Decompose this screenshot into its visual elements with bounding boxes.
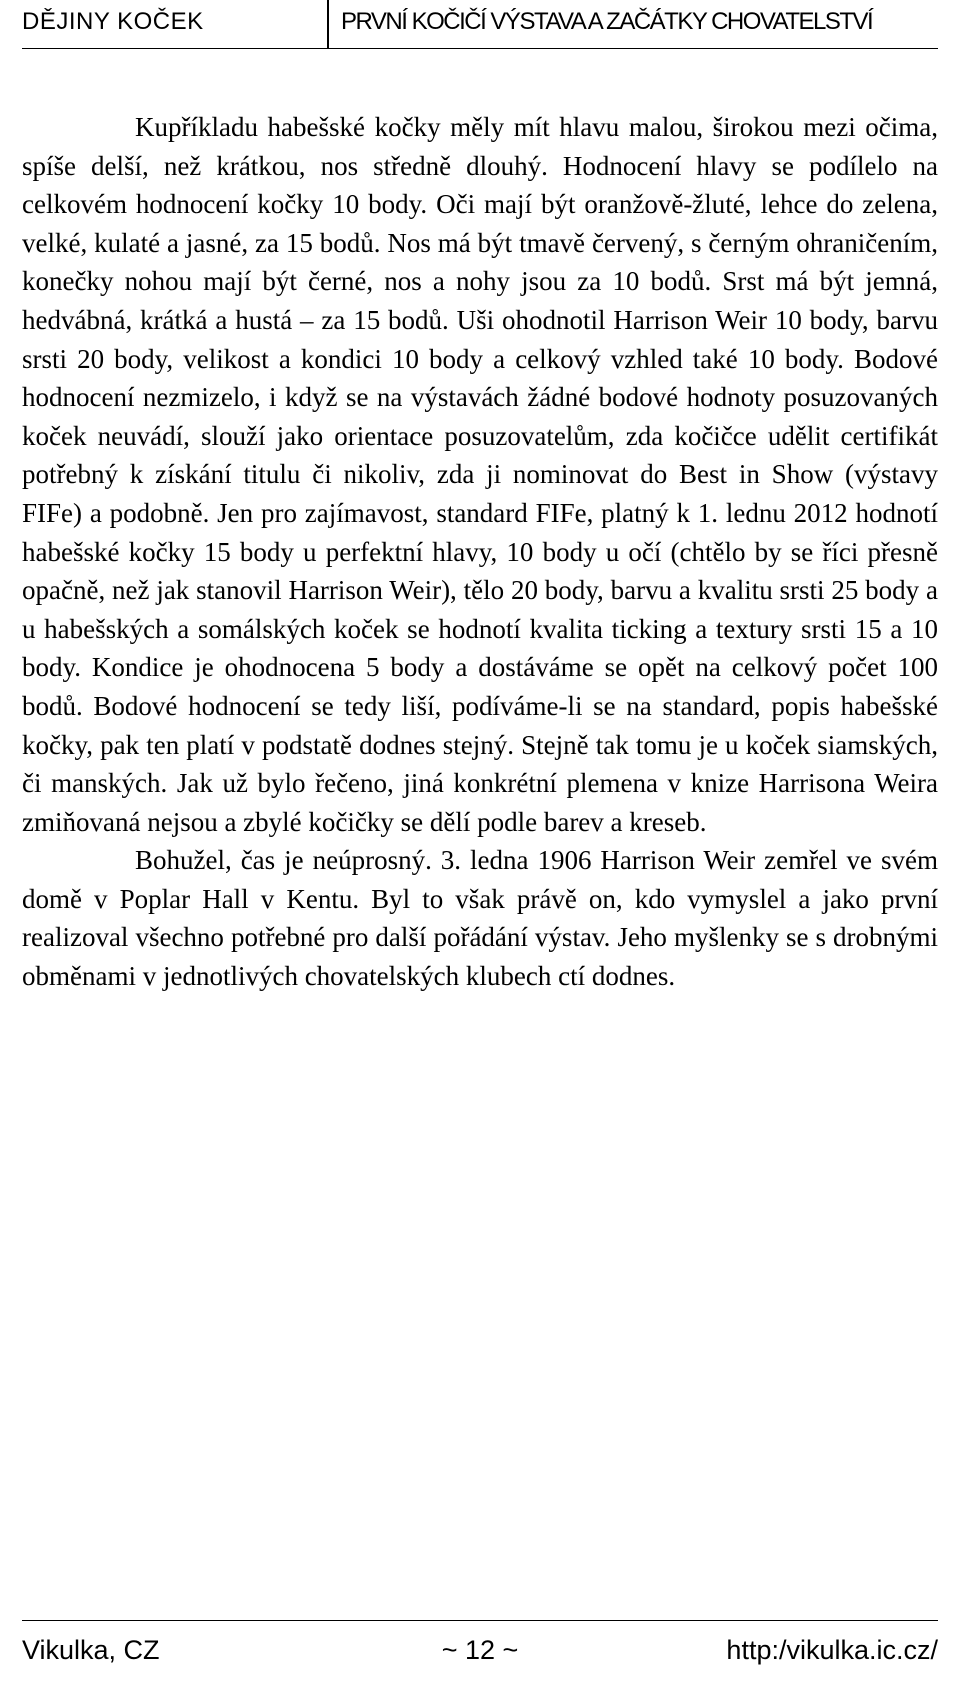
header-divider	[327, 0, 329, 48]
header-chapter-title: PRVNÍ KOČIČÍ VÝSTAVA A ZAČÁTKY CHOVATELSTVÍ	[341, 8, 873, 35]
footer-url: http:/vikulka.ic.cz/	[726, 1635, 938, 1665]
page-footer	[22, 1620, 938, 1681]
paragraph: Kupříkladu habešské kočky měly mít hlavu malou, širokou mezi očima, spíše delší, než krátkou, nos středně dlouhý. Hodnocení hlavy se podílelo na celkovém hodnocení kočky 10 body. Oči mají být oranžově-žluté, lehce do zelena, velké, kulaté a jasné, za 15 bodů. Nos má být tmavě červený, s černým ohraničením, konečky nohou mají být černé, nos a nohy jsou za 10 bodů. Srst má být jemná, hedvábná, krátká a hustá – za 15 bodů. Uši ohodnotil Harrison Weir 10 body, barvu srsti 20 body, velikost a kondici 10 body a celkový vzhled také 10 body. Bodové hodnocení nezmizelo, i když se na výstavách žádné bodové hodnoty posuzovaných koček neuvádí, slouží jako orientace posuzovatelům, zda kočičce udělit certifikát potřebný k získání titulu či nikoliv, zda ji nominovat do Best in Show (výstavy FIFe) a podobně. Jen pro zajímavost, standard FIFe, platný k 1. lednu 2012 hodnotí habešské kočky 15 body u perfektní hlavy, 10 body u očí (chtělo by se říci přesně opačně, než jak stanovil Harrison Weir), tělo 20 body, barvu a kvalitu srsti 25 body a u habešských a somálských koček se hodnotí kvalita ticking a textury srsti 15 a 10 body. Kondice je ohodnocena 5 body a dostáváme se opět na celkový počet 100 bodů. Bodové hodnocení se tedy liší, podíváme-li se na standard, popis habešské kočky, pak ten platí v podstatě dodnes stejný. Stejně tak tomu je u koček siamských, či manských. Jak už bylo řečeno, jiná konkrétní plemena v knize Harrisona Weira zmiňovaná nejsou a zbylé kočičky se dělí podle barev a kreseb.	[22, 112, 938, 837]
footer-author: Vikulka, CZ	[22, 1635, 160, 1665]
header-book-title: DĚJINY KOČEK	[22, 8, 204, 35]
page-body	[22, 108, 938, 996]
paragraph: Bohužel, čas je neúprosný. 3. ledna 1906 Harrison Weir zemřel ve svém domě v Poplar Hall v Kentu. Byl to však právě on, kdo vymyslel a jako první realizoval všechno potřebné pro další pořádání výstav. Jeho myšlenky se s drobnými obměnami v jednotlivých chovatelských klubech ctí dodnes.	[22, 845, 938, 992]
page-number: ~ 12 ~	[441, 1635, 519, 1665]
page-header	[22, 0, 938, 49]
